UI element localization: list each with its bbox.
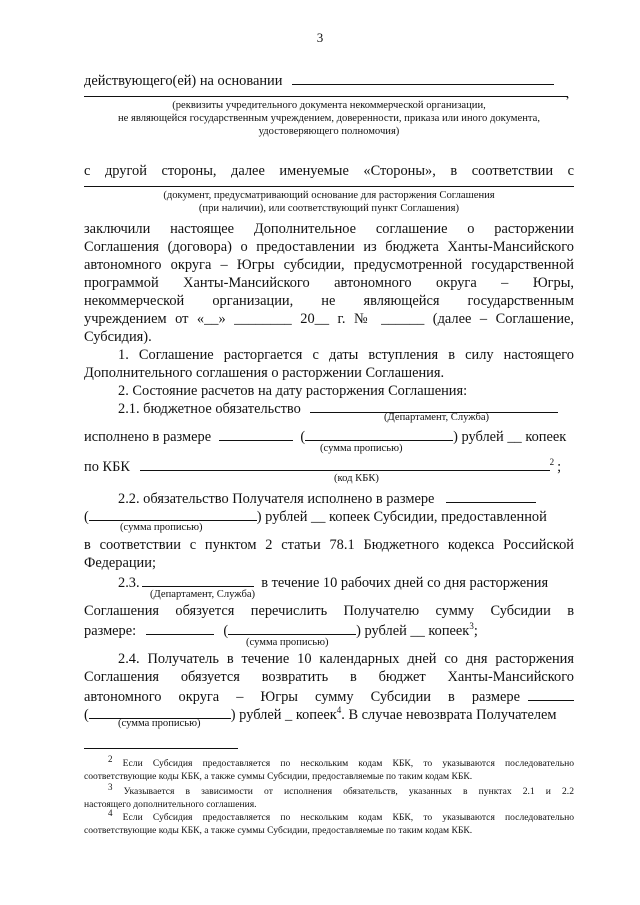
recipient-amount-field[interactable] xyxy=(446,488,536,503)
para1-line: заключили настоящее Дополнительное соглашение о расторжении xyxy=(84,221,574,237)
para1-line: учреждением от «__» ________ 20__ г. № ______ (далее – Соглашение, xyxy=(84,311,574,327)
sum-caption: (сумма прописью) xyxy=(246,637,329,648)
kbk-line: по КБК $^2$ ; xyxy=(84,457,562,475)
para1-line: программой Ханты-Мансийского автономного округа – Югры, xyxy=(84,275,574,291)
kbk-field[interactable] xyxy=(140,456,550,471)
footnote-4-cont: соответствующие коды КБК, а также суммы Субсидии, предоставляемые по таким кодам КБК. xyxy=(84,825,473,836)
clause-2-4-line: автономного округа – Югры сумму Субсидии в размере xyxy=(84,686,574,706)
recipient-amount-words-field[interactable] xyxy=(89,506,257,521)
sum-caption: (сумма прописью) xyxy=(118,718,201,729)
document-field[interactable] xyxy=(84,186,574,187)
dept-caption: (Департамент, Служба) xyxy=(150,589,256,600)
return-amount-field[interactable] xyxy=(528,686,574,701)
basis-label: действующего(ей) на основании xyxy=(84,73,283,89)
clause-2-3: 2.3. в течение 10 рабочих дней со дня расторжения xyxy=(118,572,608,592)
footnote-2-cont: соответствующие коды КБК, а также суммы Субсидии, предоставляемые по таким кодам КБК. xyxy=(84,771,473,782)
document-caption-2: (при наличии), или соответствующий пункт Соглашения) xyxy=(198,203,460,214)
clause-2-4-line: 2.4. Получатель в течение 10 календарных дней со дня расторжения xyxy=(118,651,574,667)
document-caption-1: (документ, предусматривающий основание для расторжения Соглашения xyxy=(163,190,495,201)
para1-line: Соглашения (договора) о предоставлении из бюджета Ханты-Мансийского xyxy=(84,239,574,255)
document-page: 3 действующего(ей) на основании , (реквизиты учредительного документа некоммерческой организации, не являющейся государственным учреждением, доверенности, приказа или иного документа, удостоверяющего полномочия) с другой стороны, далее именуемые «Стороны», в соответствии с (документ, предусматривающий основание для расторжения Соглашения (при наличии), или соответствующий пункт Соглашения) заключили настоящее Дополнительное соглашение о расторжении Соглашения (договора) о предоставлении из бюджета Ханты-Мансийского автономного округа – Югры субсидии, предусмотренной государственной программой Ханты-Мансийского автономного округа – Югры, некоммерческой организации, не являющейся государственным учреждением от «__» ________ 20__ г. № ______ (далее – Соглашение, Субсидия). 1. Соглашение расторгается с даты вступления в силу настоящего Дополнительного соглашения о расторжении Соглашения. 2. Состояние расчетов на дату расторжения Соглашения: 2.1. бюджетное обязательство (Департамент, Служба) исполнено в размере ( ) рублей __ копеек (сумма прописью) по КБК $^2$ ; (код КБК) 2.2. обязательство Получателя исполнено в размере ( ) рублей __ копеек Субсидии, предоставленной (сумма прописью) в соответствии с пунктом 2 статьи 78.1 Бюджетного кодекса Российской Федерации; 2.3. в течение 10 рабочих дней со дня расторжения (Департамент, Служба) Соглашения обязуется перечислить Получателю сумму Субсидии в размере: ( ) рублей __ копеек$^3$; (сумма прописью) 2.4. Получатель в течение 10 календарных дней со дня расторжения Соглашения обязуется возвратить в бюджет Ханты-Мансийского автономного округа – Югры сумму Субсидии в размере ( ) рублей _ копеек$^4$. В случае невозврата Получателем (сумма прописью) $^2$ Если Субсидия предоставляется по нескольким кодам КБК, то указываются последовательно соответствующие коды КБК, а также суммы Субсидии, предоставляемые по таким кодам КБК. $^3$ Указывается в зависимости от исполнения обязательств, указанных в пунктах 2.1 и 2.2 настоящего дополнительного соглашения. $^4$ Если Субсидия предоставляется по нескольким кодам КБК, то указываются последовательно соответствующие коды КБК, а также суммы Субсидии, предоставляемые по таким кодам КБК. xyxy=(0,0,640,905)
page-number: 3 xyxy=(316,30,324,45)
clause-1-line: 1. Соглашение расторгается с даты вступления в силу настоящего xyxy=(118,347,574,363)
basis-field[interactable] xyxy=(292,70,554,85)
dept-caption: (Департамент, Служба) xyxy=(384,412,490,423)
clause-2-4-line: Соглашения обязуется возвратить в бюджет Ханты-Мансийского xyxy=(84,669,574,685)
clause-2-3-line: Соглашения обязуется перечислить Получателю сумму Субсидии в xyxy=(84,603,574,619)
basis-caption-1: (реквизиты учредительного документа некоммерческой организации, xyxy=(172,100,486,111)
basis-caption-3: удостоверяющего полномочия) xyxy=(258,126,400,137)
para1-line: некоммерческой организации, не являющейся государственным xyxy=(84,293,574,309)
basis-line xyxy=(84,70,574,90)
footnote-4: $^4$ Если Субсидия предоставляется по нескольким кодам КБК, то указываются последовательно xyxy=(108,807,574,823)
dept-field[interactable] xyxy=(142,572,254,587)
clause-2-3-line: размере: ( ) рублей __ копеек$^3$; xyxy=(84,621,478,639)
footnote-3-cont: настоящего дополнительного соглашения. xyxy=(84,799,257,810)
para1-line: автономного округа – Югры субсидии, предусмотренной государственной xyxy=(84,257,574,273)
clause-2: 2. Состояние расчетов на дату расторжения Соглашения: xyxy=(118,383,468,399)
clause-1-line: Дополнительного соглашения о расторжении Соглашения. xyxy=(84,365,445,381)
clause-2-2-line: в соответствии с пунктом 2 статьи 78.1 Бюджетного кодекса Российской xyxy=(84,537,574,553)
sum-caption: (сумма прописью) xyxy=(120,522,203,533)
footnote-3: $^3$ Указывается в зависимости от исполнения обязательств, указанных в пунктах 2.1 и 2.2 xyxy=(108,781,574,797)
basis-field-cont[interactable] xyxy=(84,96,568,97)
clause-2-1-amount: исполнено в размере ( ) рублей __ копеек xyxy=(84,426,574,446)
transfer-amount-words-field[interactable] xyxy=(228,620,356,635)
footnote-2: $^2$ Если Субсидия предоставляется по нескольким кодам КБК, то указываются последовательно xyxy=(108,753,574,769)
sum-caption: (сумма прописью) xyxy=(320,443,403,454)
clause-2-2: 2.2. обязательство Получателя исполнено в размере xyxy=(118,488,608,508)
amount-field[interactable] xyxy=(219,426,293,441)
para1-line: Субсидия). xyxy=(84,329,152,345)
amount-words-field[interactable] xyxy=(305,426,453,441)
clause-2-1-label: 2.1. бюджетное обязательство xyxy=(118,401,301,417)
clause-2-2-line: ( ) рублей __ копеек Субсидии, предоставленной xyxy=(84,506,574,526)
clause-2-4-line: ( ) рублей _ копеек$^4$. В случае невозврата Получателем xyxy=(84,705,557,723)
clause-2-1 xyxy=(118,398,608,418)
transfer-amount-field[interactable] xyxy=(146,620,214,635)
footnote-separator xyxy=(84,748,238,749)
parties-line: с другой стороны, далее именуемые «Стороны», в соответствии с xyxy=(84,163,574,179)
kbk-caption: (код КБК) xyxy=(334,473,379,484)
clause-2-2-line: Федерации; xyxy=(84,555,156,571)
basis-caption-2: не являющейся государственным учреждением, доверенности, приказа или иного документа, xyxy=(117,113,540,124)
